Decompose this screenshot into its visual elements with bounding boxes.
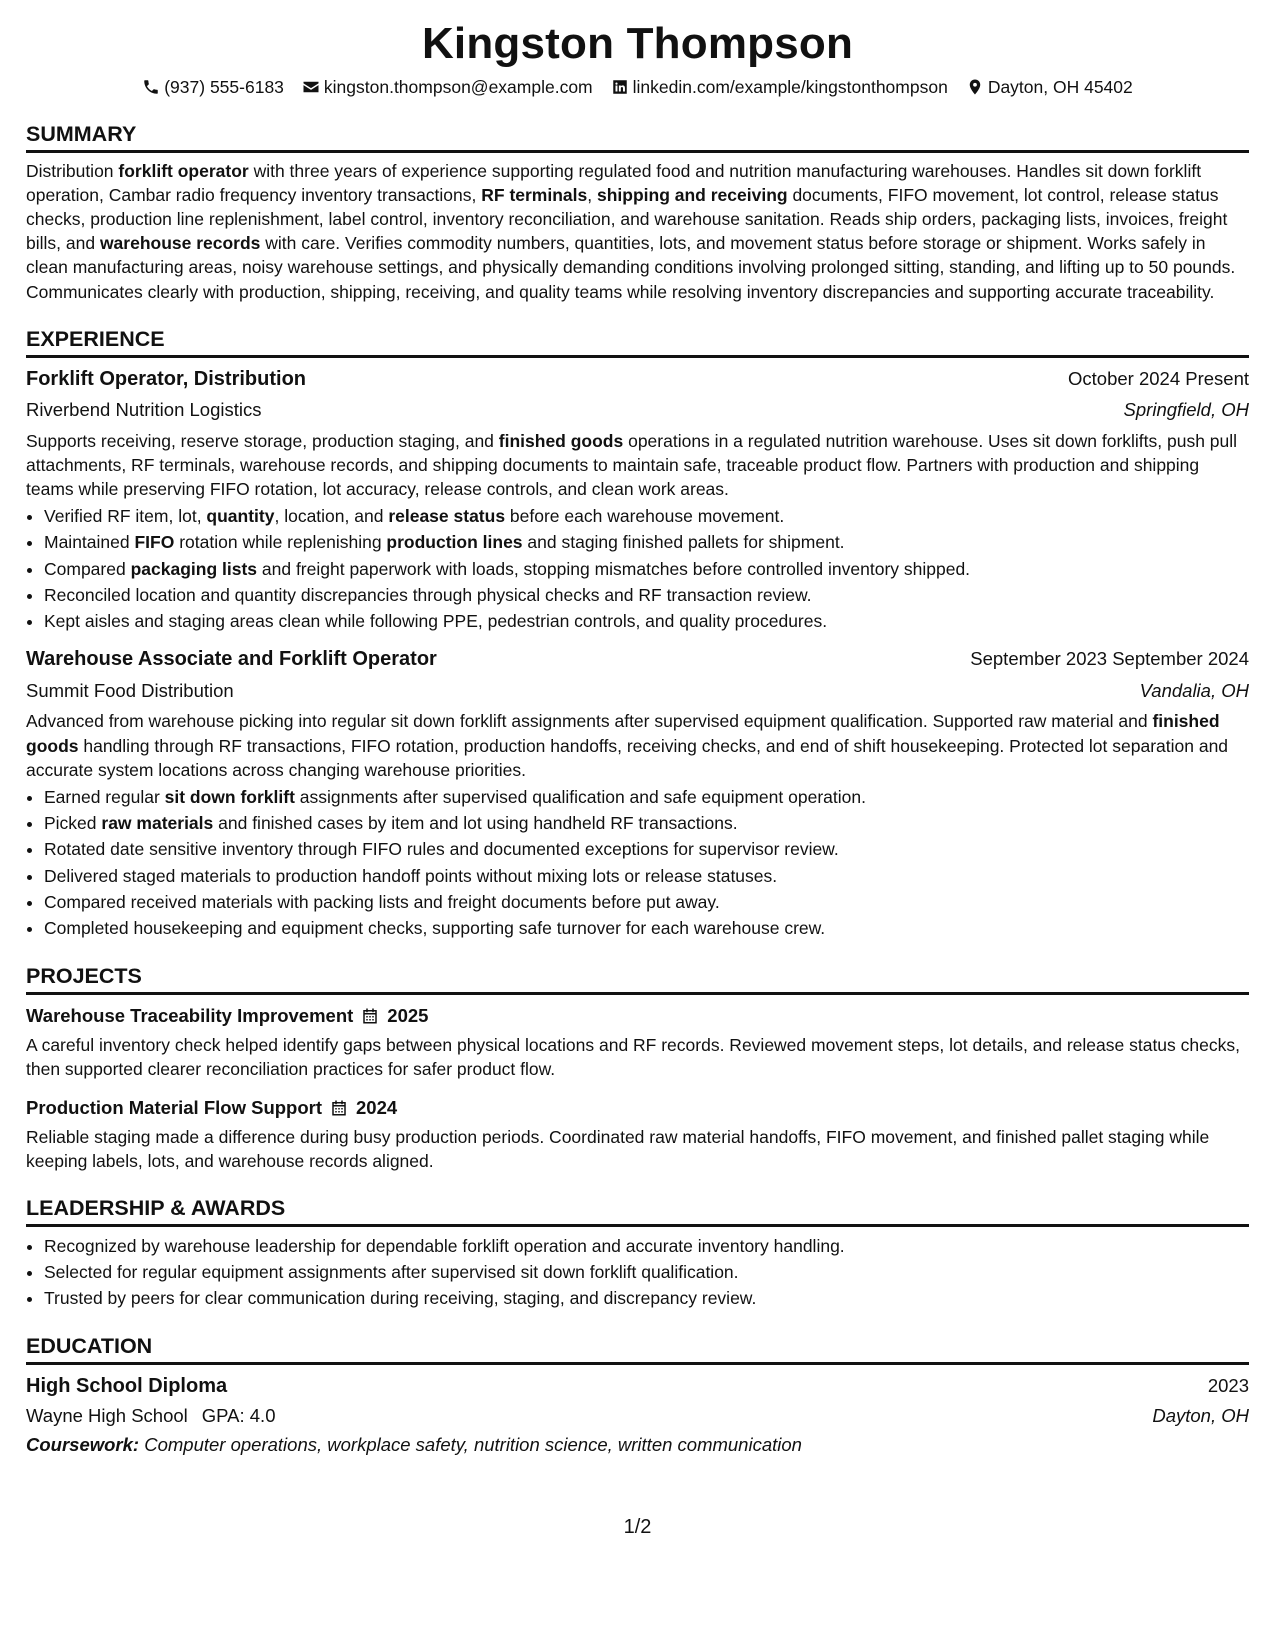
contact-phone	[142, 75, 284, 99]
project-description: Reliable staging made a difference during busy production periods. Coordinated raw material handoffs, FIFO movement, and finished pallet staging while keeping labels, lots, and warehouse records aligned.	[26, 1126, 1210, 1171]
text-run: with three years of experience supporting regulated food and nutrition manufacturing warehouses. Handles sit down forklift operation, Cambar radio frequency inventory transactions,	[26, 160, 1202, 205]
list-item	[44, 582, 1249, 608]
job-title: Warehouse Associate and Forklift Operator	[26, 648, 437, 671]
company-name: Riverbend Nutrition Logistics	[26, 399, 262, 421]
leadership-list	[26, 1233, 1249, 1312]
emphasis-text: finished goods	[26, 711, 1220, 756]
text-run: rotation while replenishing	[174, 532, 387, 553]
coursework-label: Coursework:	[26, 1434, 140, 1456]
school-location: Dayton, OH	[1152, 1404, 1249, 1426]
project-year: 2025	[387, 1005, 429, 1027]
list-item	[44, 503, 1249, 529]
text-run: and finished cases by item and lot using handheld RF transactions.	[213, 813, 738, 834]
company-name: Summit Food Distribution	[26, 679, 234, 701]
text-run: ,	[587, 184, 597, 205]
job-description	[26, 429, 1249, 501]
project-description: A careful inventory check helped identify gaps between physical locations and RF records. Reviewed movement steps, lot details, and release status checks, then supported clearer reconciliation practices for safer product flow.	[26, 1034, 1240, 1079]
envelope-icon	[302, 78, 320, 96]
text-run: , location, and	[274, 506, 389, 527]
list-item	[44, 556, 1249, 582]
projects-heading: PROJECTS	[26, 963, 1249, 995]
emphasis-text: RF terminals	[481, 184, 588, 205]
project-name: Warehouse Traceability Improvement	[26, 1005, 354, 1027]
text-run: Reconciled location and quantity discrepancies through physical checks and RF transaction review.	[44, 584, 812, 605]
text-run: Compared received materials with packing lists and freight documents before put away.	[44, 891, 720, 912]
emphasis-text: shipping and receiving	[596, 184, 788, 205]
project-name: Production Material Flow Support	[26, 1097, 322, 1119]
page-number: 1/2	[623, 1516, 652, 1538]
summary-text	[26, 159, 1249, 304]
text-run: Supports receiving, reserve storage, production staging, and	[26, 430, 499, 451]
project-year: 2024	[356, 1097, 398, 1119]
education-entry	[26, 1373, 1249, 1458]
projects-section	[26, 963, 1249, 1172]
emphasis-text: production lines	[386, 532, 523, 553]
candidate-name: Kingston Thompson	[421, 19, 854, 68]
text-run: Distribution	[26, 160, 119, 181]
emphasis-text: raw materials	[101, 813, 214, 834]
list-item	[44, 863, 1249, 889]
email-address[interactable]: kingston.thompson@example.com	[323, 76, 593, 97]
job-bullets	[26, 503, 1249, 634]
graduation-year: 2023	[1207, 1375, 1249, 1397]
list-item	[44, 784, 1249, 810]
contact-linkedin[interactable]	[611, 75, 948, 99]
experience-entry	[26, 646, 1249, 941]
contact-location	[966, 75, 1133, 99]
text-run: assignments after supervised qualification and safe equipment operation.	[294, 786, 866, 807]
list-item	[44, 810, 1249, 836]
education-heading: EDUCATION	[26, 1333, 1249, 1365]
gpa: GPA: 4.0	[201, 1404, 276, 1426]
emphasis-text: warehouse records	[99, 233, 261, 254]
experience-section	[26, 326, 1249, 942]
contact-email[interactable]	[302, 75, 593, 99]
text-run: Advanced from warehouse picking into regular sit down forklift assignments after supervised equipment qualification. Supported raw material and	[26, 711, 1153, 732]
emphasis-text: finished goods	[498, 430, 624, 451]
school-name: Wayne High School	[26, 1404, 188, 1426]
text-run: Maintained	[44, 532, 135, 553]
phone-number: (937) 555-6183	[164, 76, 284, 97]
text-run: Rotated date sensitive inventory through FIFO rules and documented exceptions for supervisor review.	[44, 839, 839, 860]
summary-heading: SUMMARY	[26, 121, 1249, 153]
text-run: Picked	[44, 813, 102, 834]
education-section	[26, 1333, 1249, 1458]
contact-bar	[26, 75, 1249, 99]
text-run: documents, FIFO movement, lot control, release status checks, production line replenishment, label control, inventory reconciliation, and warehouse sanitation. Reads ship orders, packaging lists, invoices, freight bills, and	[26, 184, 1228, 254]
emphasis-text: forklift operator	[118, 160, 249, 181]
job-dates: October 2024 Present	[1068, 367, 1249, 389]
text-run: operations in a regulated nutrition warehouse. Uses sit down forklifts, push pull attachments, RF terminals, warehouse records, and shipping documents to maintain safe, traceable product flow. Partners with production and shipping teams while preserving FIFO rotation, lot accuracy, release controls, and clean work areas.	[26, 430, 1238, 499]
degree: High School Diploma	[26, 1375, 228, 1398]
job-dates: September 2023 September 2024	[970, 648, 1249, 670]
list-item: • Recognized by warehouse leadership for dependable forklift operation and accurate inventory handling.	[44, 1233, 1249, 1259]
text-run: Verified RF item, lot,	[44, 506, 207, 527]
job-location: Vandalia, OH	[1139, 679, 1249, 701]
text-run: and freight paperwork with loads, stopping mismatches before controlled inventory shipped.	[257, 558, 971, 579]
text-run: Kept aisles and staging areas clean while following PPE, pedestrian controls, and quality procedures.	[44, 611, 828, 632]
emphasis-text: release status	[388, 506, 506, 527]
summary-section	[26, 121, 1249, 304]
text-run: with care. Verifies commodity numbers, quantities, lots, and movement status before storage or shipment. Works safely in clean manufacturing areas, noisy warehouse settings, and physically demanding conditions involving prolonged sitting, standing, and lifting up to 50 pounds. Communicates clearly with production, shipping, receiving, and quality teams while resolving inventory discrepancies and supporting accurate traceability.	[26, 233, 1236, 302]
emphasis-text: FIFO	[134, 532, 175, 553]
list-item	[44, 608, 1249, 634]
coursework	[26, 1432, 1249, 1458]
list-item	[44, 889, 1249, 915]
text-run: Compared	[44, 558, 131, 579]
text-run: Completed housekeeping and equipment checks, supporting safe turnover for each warehouse crew.	[44, 918, 826, 939]
text-run: Delivered staged materials to production handoff points without mixing lots or release statuses.	[44, 865, 778, 886]
job-location: Springfield, OH	[1123, 399, 1249, 421]
list-item: • Trusted by peers for clear communication during receiving, staging, and discrepancy review.	[44, 1285, 1249, 1311]
map-marker-icon	[966, 78, 984, 96]
project-entry	[26, 1095, 1249, 1173]
list-item	[44, 915, 1249, 941]
linkedin-url[interactable]: linkedin.com/example/kingstonthompson	[632, 76, 948, 97]
resume-page	[26, 18, 1249, 1458]
calendar-icon	[361, 1007, 379, 1025]
coursework-list: Computer operations, workplace safety, nutrition science, written communication	[139, 1434, 802, 1456]
project-entry	[26, 1003, 1249, 1081]
leadership-heading: LEADERSHIP & AWARDS	[26, 1195, 1249, 1227]
experience-entry	[26, 366, 1249, 635]
emphasis-text: sit down forklift	[164, 786, 295, 807]
experience-heading: EXPERIENCE	[26, 326, 1249, 358]
list-item	[44, 529, 1249, 555]
emphasis-text: packaging lists	[130, 558, 258, 579]
text-run: and staging finished pallets for shipment.	[522, 532, 845, 553]
job-description	[26, 709, 1249, 781]
calendar-icon	[330, 1099, 348, 1117]
text-run: Earned regular	[44, 786, 165, 807]
job-bullets	[26, 784, 1249, 942]
leadership-section	[26, 1195, 1249, 1312]
list-item	[44, 836, 1249, 862]
linkedin-icon	[611, 78, 629, 96]
list-item: • Selected for regular equipment assignments after supervised sit down forklift qualification.	[44, 1259, 1249, 1285]
text-run: before each warehouse movement.	[505, 506, 785, 527]
location-text: Dayton, OH 45402	[987, 76, 1133, 97]
phone-icon	[142, 78, 160, 96]
job-title: Forklift Operator, Distribution	[26, 367, 307, 390]
text-run: handling through RF transactions, FIFO rotation, production handoffs, receiving checks, and end of shift housekeeping. Protected lot separation and accurate system locations across changing warehouse priorities.	[26, 735, 1229, 780]
emphasis-text: quantity	[206, 506, 275, 527]
